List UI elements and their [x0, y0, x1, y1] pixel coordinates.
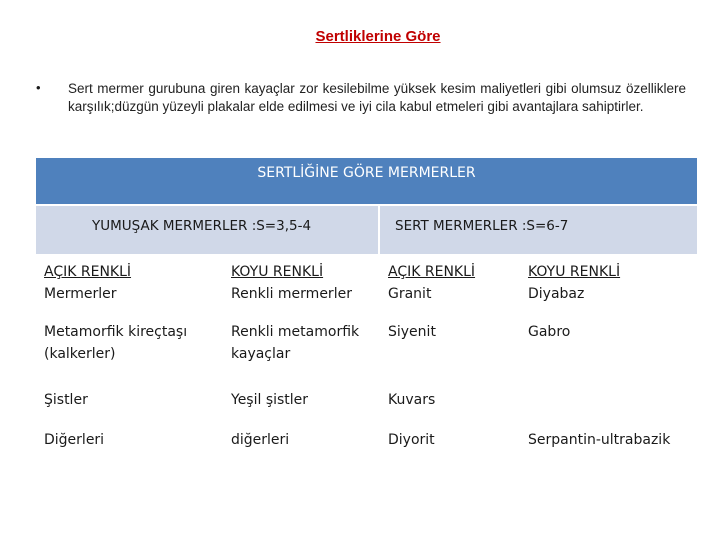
cell-text: Siyenit — [388, 324, 436, 340]
table-cell — [380, 382, 520, 422]
cell-text: Renkli mermerler — [231, 286, 352, 302]
table-cell — [223, 382, 380, 422]
table-cell — [36, 422, 223, 466]
page-title: Sertliklerine Göre — [315, 28, 441, 45]
table-cell — [520, 314, 697, 382]
cell-text: (kalkerler) — [44, 346, 116, 362]
cell-text: Yeşil şistler — [231, 392, 309, 408]
table-cell — [223, 422, 380, 466]
table-cell — [380, 314, 520, 382]
cell-text: Serpantin-ultrabazik — [528, 432, 671, 448]
table-header: SERTLİĞİNE GÖRE MERMERLER — [36, 158, 697, 206]
table-cell — [223, 314, 380, 382]
cell-heading: KOYU RENKLİ — [231, 264, 324, 280]
hard-marbles-header: SERT MERMERLER :S=6-7 — [395, 218, 569, 234]
cell-heading: AÇIK RENKLİ — [44, 264, 132, 280]
cell-text: Granit — [388, 286, 432, 302]
cell-text: Şistler — [44, 392, 88, 408]
hardness-table — [36, 158, 697, 466]
table-body — [36, 254, 697, 466]
table-subheader — [36, 206, 697, 254]
bullet-text: Sert mermer gurubuna giren kayaçlar zor kesilebilme yüksek kesim maliyetleri gibi olumsuz özelliklere karşılık;düzgün yüzeyli plakalar elde edilmesi ve iyi cila kabul etmeleri gibi avantajlara sahiptirler. — [68, 81, 686, 114]
cell-text: Metamorfik kireçtaşı — [44, 324, 188, 340]
table-cell — [520, 254, 697, 314]
cell-text: diğerleri — [231, 432, 290, 448]
soft-marbles-header: YUMUŞAK MERMERLER :S=3,5-4 — [36, 206, 380, 254]
cell-text: Diyabaz — [528, 286, 585, 302]
bullet-icon: • — [36, 80, 41, 95]
table-cell — [380, 422, 520, 466]
table-cell — [380, 254, 520, 314]
cell-text: Gabro — [528, 324, 571, 340]
cell-text: kayaçlar — [231, 346, 291, 362]
cell-text: Renkli metamorfik — [231, 324, 360, 340]
table-cell — [36, 254, 223, 314]
table-cell — [36, 382, 223, 422]
cell-text: Diğerleri — [44, 432, 105, 448]
table-cell-empty — [520, 382, 697, 422]
cell-text: Diyorit — [388, 432, 435, 448]
cell-text: Mermerler — [44, 286, 117, 302]
table-cell — [223, 254, 380, 314]
cell-heading: AÇIK RENKLİ — [388, 264, 476, 280]
cell-text: Kuvars — [388, 392, 436, 408]
cell-heading: KOYU RENKLİ — [528, 264, 621, 280]
table-cell — [36, 314, 223, 382]
table-cell — [520, 422, 697, 466]
